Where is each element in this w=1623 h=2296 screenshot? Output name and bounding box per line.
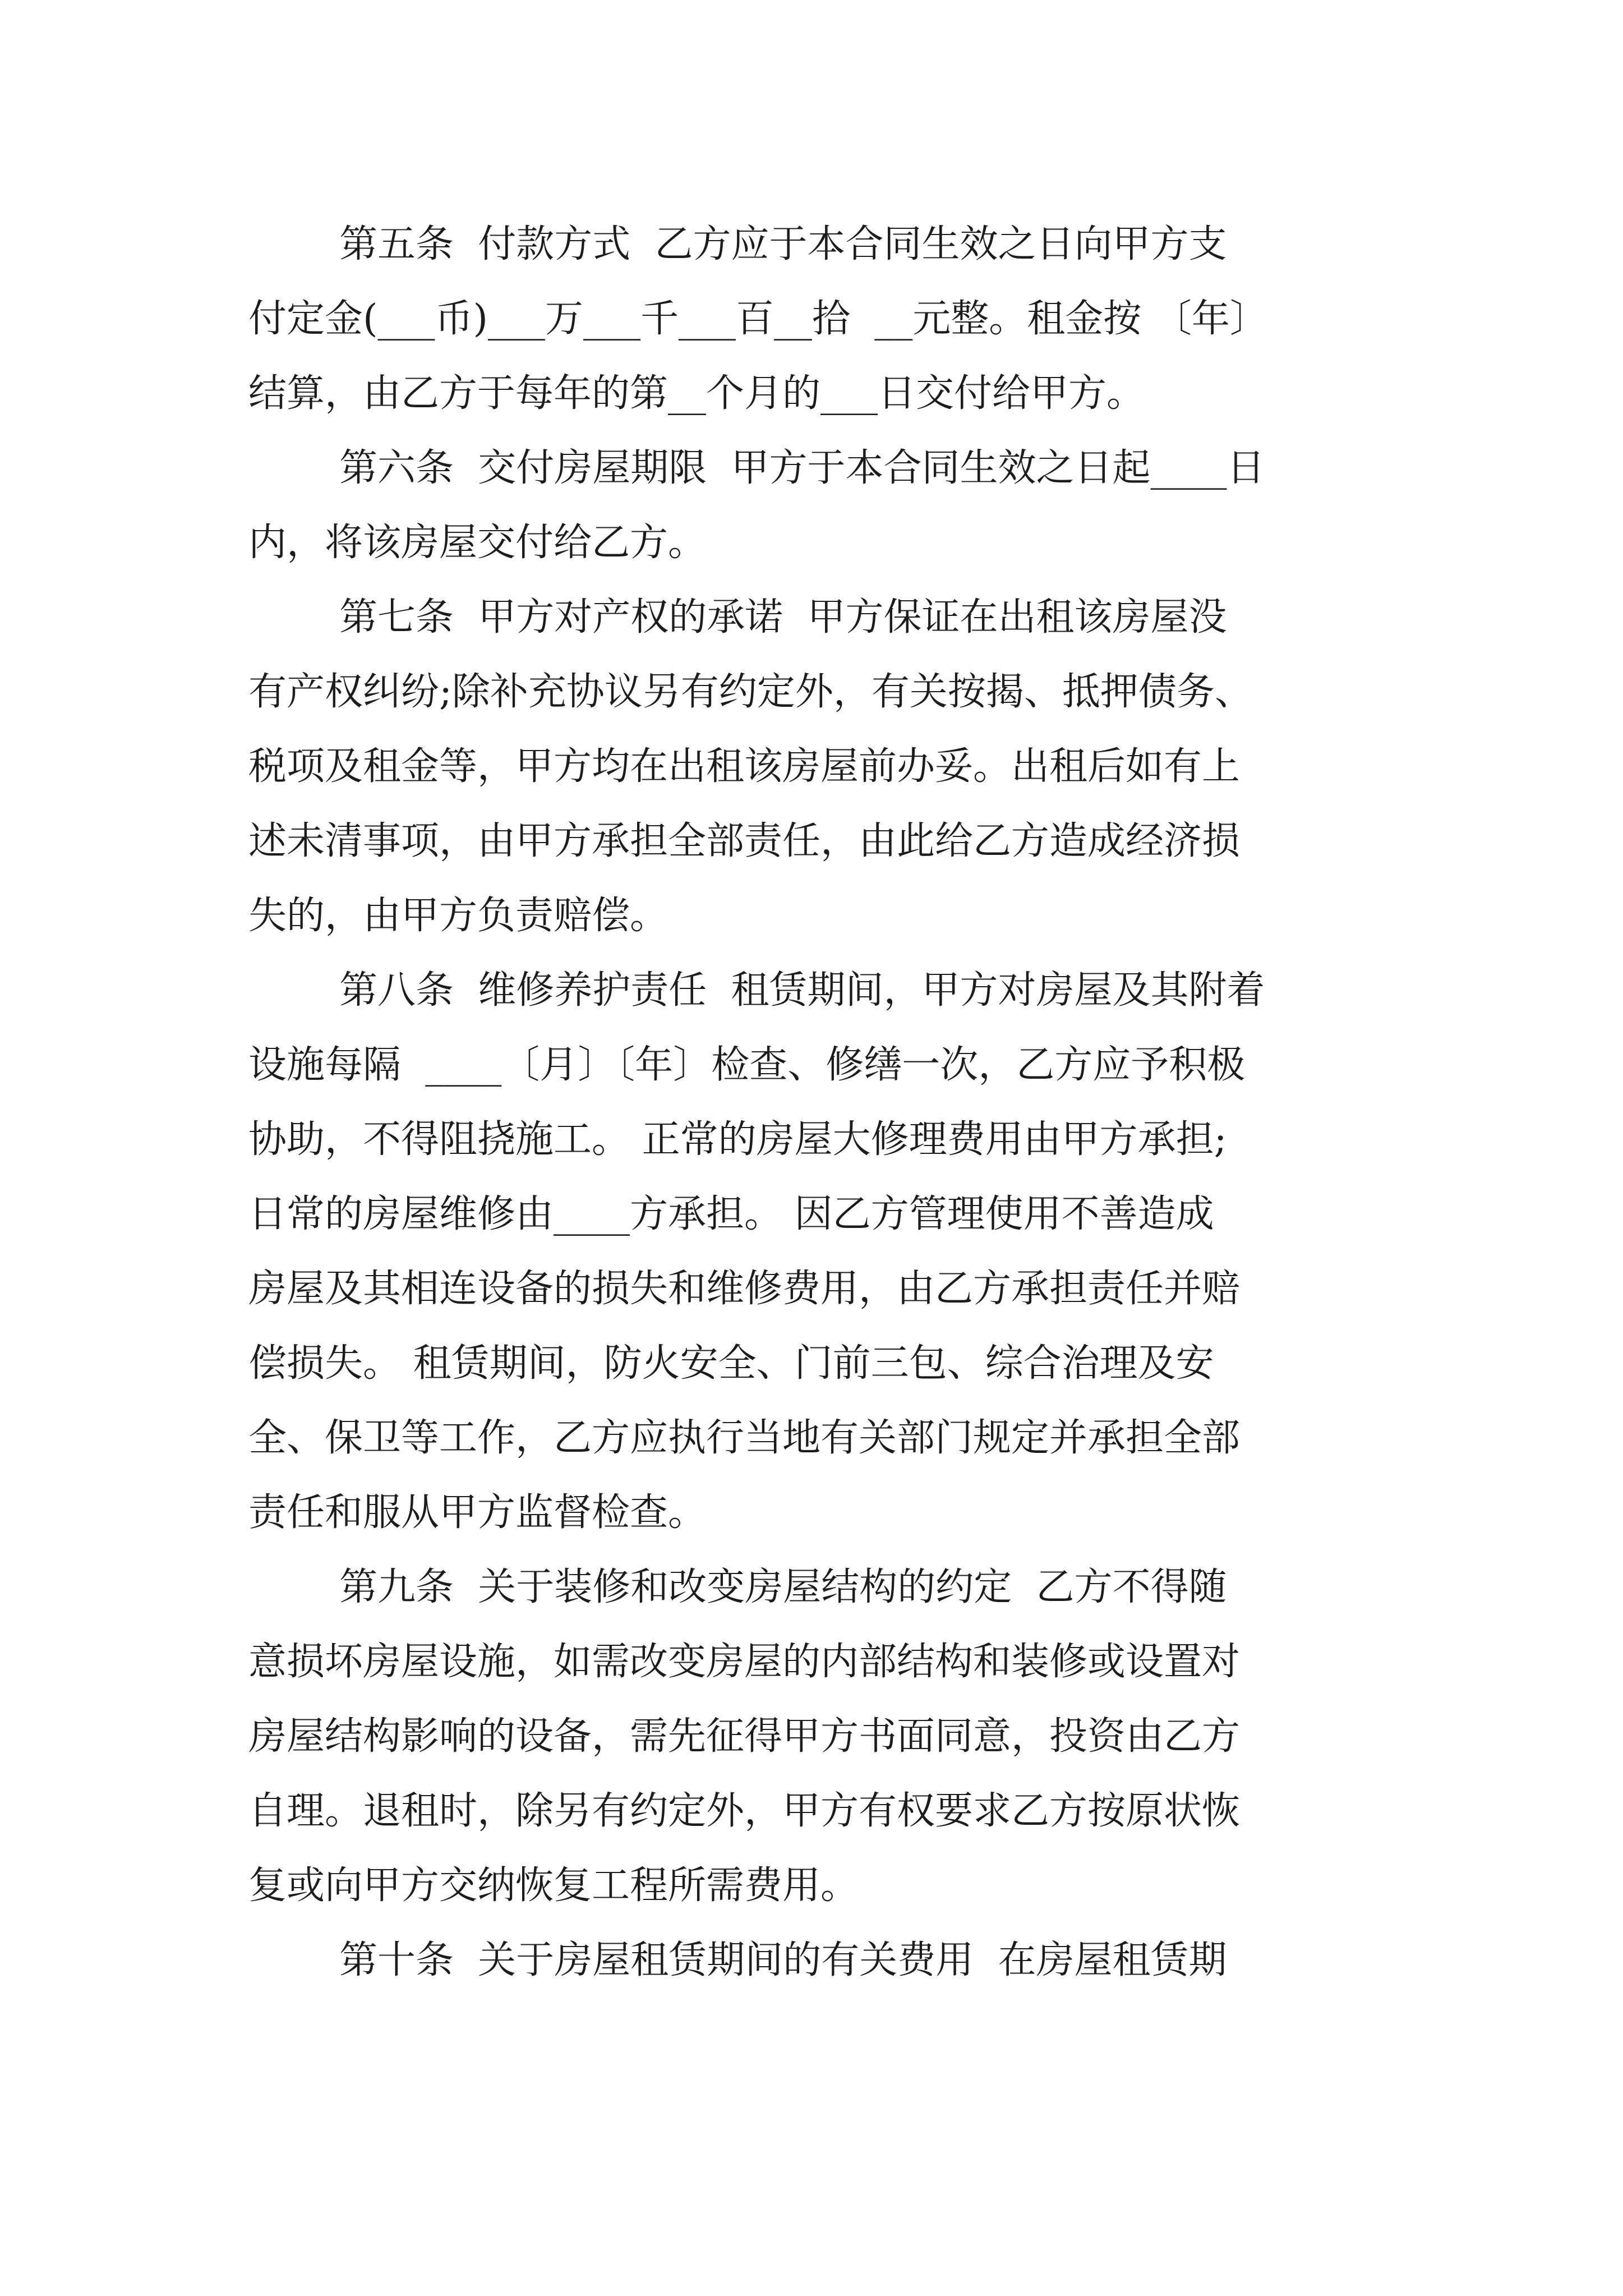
article-5-heading-line: 第五条 付款方式 乙方应于本合同生效之日向甲方支 — [339, 222, 1227, 266]
article-6-heading-line: 第六条 交付房屋期限 甲方于本合同生效之日起____日 — [339, 446, 1265, 490]
article-9-line-3: 房屋结构影响的设备，需先征得甲方书面同意，投资由乙方 — [248, 1714, 1241, 1759]
article-8-line-6: 偿损失。 租赁期间，防火安全、门前三包、综合治理及安 — [248, 1341, 1214, 1386]
article-9-heading-line: 第九条 关于装修和改变房屋结构的约定 乙方不得随 — [339, 1565, 1227, 1609]
article-9-line-4: 自理。退租时，除另有约定外，甲方有权要求乙方按原状恢 — [248, 1789, 1241, 1833]
article-10-heading-line: 第十条 关于房屋租赁期间的有关费用 在房屋租赁期 — [339, 1938, 1227, 1982]
article-9-line-5: 复或向甲方交纳恢复工程所需费用。 — [248, 1864, 859, 1908]
article-7-line-2: 有产权纠纷;除补充协议另有约定外，有关按揭、抵押债务、 — [248, 670, 1253, 714]
article-8-line-5: 房屋及其相连设备的损失和维修费用，由乙方承担责任并赔 — [248, 1267, 1241, 1311]
article-9-line-2: 意损坏房屋设施，如需改变房屋的内部结构和装修或设置对 — [248, 1640, 1241, 1684]
article-7-line-4: 述未清事项，由甲方承担全部责任，由此给乙方造成经济损 — [248, 819, 1241, 863]
article-6-line-2: 内，将该房屋交付给乙方。 — [248, 521, 707, 565]
article-7-line-5: 失的，由甲方负责赔偿。 — [248, 894, 668, 938]
article-7-heading-line: 第七条 甲方对产权的承诺 甲方保证在出租该房屋没 — [339, 595, 1227, 639]
article-8-heading-line: 第八条 维修养护责任 租赁期间，甲方对房屋及其附着 — [339, 968, 1265, 1013]
article-8-line-8: 责任和服从甲方监督检查。 — [248, 1490, 707, 1535]
article-8-line-2: 设施每隔 ____〔月〕〔年〕检查、修缮一次，乙方应予积极 — [248, 1043, 1246, 1087]
article-8-line-4: 日常的房屋维修由____方承担。 因乙方管理使用不善造成 — [248, 1192, 1214, 1236]
article-5-line-3: 结算，由乙方于每年的第__个月的___日交付给甲方。 — [248, 371, 1145, 416]
article-8-line-7: 全、保卫等工作，乙方应执行当地有关部门规定并承担全部 — [248, 1416, 1241, 1460]
article-5-line-2: 付定金(___币)___万___千___百__拾 __元整。租金按 〔年〕 — [248, 297, 1268, 341]
article-7-line-3: 税项及租金等，甲方均在出租该房屋前办妥。出租后如有上 — [248, 744, 1241, 789]
article-8-line-3: 协助，不得阻挠施工。 正常的房屋大修理费用由甲方承担; — [248, 1117, 1227, 1162]
